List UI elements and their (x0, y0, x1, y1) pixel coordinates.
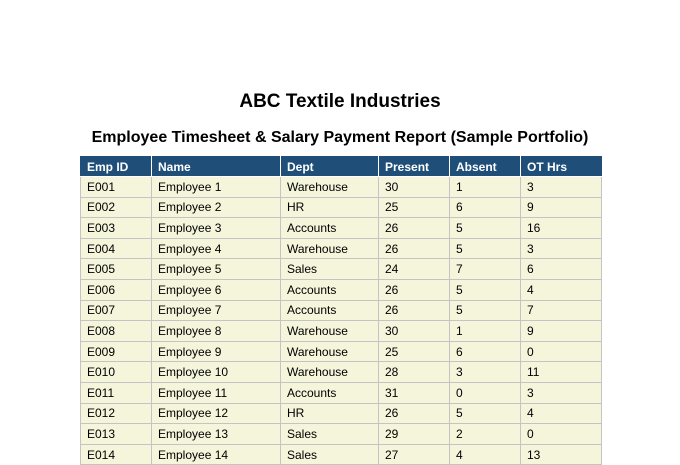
cell-absent: 7 (450, 259, 521, 280)
cell-ot-hrs: 6 (521, 259, 602, 280)
cell-absent: 1 (450, 177, 521, 198)
table-row (81, 279, 602, 300)
table-row (81, 424, 602, 445)
cell-emp-id: E001 (81, 177, 152, 198)
cell-absent: 5 (450, 300, 521, 321)
column-header-emp-id: Emp ID (81, 157, 152, 177)
cell-ot-hrs: 3 (521, 238, 602, 259)
table-row (81, 382, 602, 403)
table-row (81, 362, 602, 383)
cell-absent: 6 (450, 341, 521, 362)
cell-emp-id: E008 (81, 321, 152, 342)
cell-ot-hrs: 9 (521, 197, 602, 218)
cell-dept: HR (281, 197, 379, 218)
cell-present: 26 (379, 300, 450, 321)
column-header-name: Name (152, 157, 281, 177)
cell-dept: Sales (281, 424, 379, 445)
cell-ot-hrs: 3 (521, 382, 602, 403)
table-row (81, 341, 602, 362)
cell-name: Employee 1 (152, 177, 281, 198)
table-header (81, 157, 602, 177)
cell-dept: Accounts (281, 300, 379, 321)
cell-ot-hrs: 0 (521, 341, 602, 362)
cell-ot-hrs: 4 (521, 403, 602, 424)
table-row (81, 259, 602, 280)
cell-present: 26 (379, 279, 450, 300)
cell-emp-id: E013 (81, 424, 152, 445)
cell-dept: Accounts (281, 279, 379, 300)
cell-name: Employee 11 (152, 382, 281, 403)
cell-present: 25 (379, 197, 450, 218)
cell-emp-id: E011 (81, 382, 152, 403)
cell-name: Employee 2 (152, 197, 281, 218)
cell-name: Employee 9 (152, 341, 281, 362)
cell-name: Employee 4 (152, 238, 281, 259)
cell-dept: Warehouse (281, 238, 379, 259)
cell-emp-id: E006 (81, 279, 152, 300)
cell-emp-id: E010 (81, 362, 152, 383)
cell-present: 31 (379, 382, 450, 403)
cell-name: Employee 12 (152, 403, 281, 424)
cell-emp-id: E003 (81, 218, 152, 239)
cell-emp-id: E007 (81, 300, 152, 321)
cell-absent: 4 (450, 444, 521, 465)
cell-name: Employee 7 (152, 300, 281, 321)
cell-present: 27 (379, 444, 450, 465)
cell-absent: 0 (450, 382, 521, 403)
cell-present: 28 (379, 362, 450, 383)
table-row (81, 321, 602, 342)
table-row (81, 403, 602, 424)
company-title: ABC Textile Industries (239, 91, 441, 112)
cell-absent: 1 (450, 321, 521, 342)
cell-ot-hrs: 13 (521, 444, 602, 465)
cell-present: 26 (379, 218, 450, 239)
cell-absent: 5 (450, 218, 521, 239)
cell-present: 24 (379, 259, 450, 280)
cell-present: 26 (379, 403, 450, 424)
cell-ot-hrs: 4 (521, 279, 602, 300)
column-header-ot-hrs: OT Hrs (521, 157, 602, 177)
cell-ot-hrs: 0 (521, 424, 602, 445)
timesheet-table (80, 156, 602, 465)
cell-present: 26 (379, 238, 450, 259)
cell-dept: Warehouse (281, 321, 379, 342)
cell-absent: 5 (450, 403, 521, 424)
cell-dept: Sales (281, 259, 379, 280)
cell-present: 29 (379, 424, 450, 445)
cell-emp-id: E014 (81, 444, 152, 465)
table-row (81, 444, 602, 465)
table-row (81, 300, 602, 321)
column-header-present: Present (379, 157, 450, 177)
cell-dept: Accounts (281, 218, 379, 239)
table-row (81, 238, 602, 259)
table-header-row (81, 157, 602, 177)
cell-name: Employee 13 (152, 424, 281, 445)
cell-present: 25 (379, 341, 450, 362)
cell-absent: 6 (450, 197, 521, 218)
cell-name: Employee 10 (152, 362, 281, 383)
cell-absent: 2 (450, 424, 521, 445)
cell-name: Employee 8 (152, 321, 281, 342)
cell-emp-id: E009 (81, 341, 152, 362)
cell-dept: Sales (281, 444, 379, 465)
cell-ot-hrs: 7 (521, 300, 602, 321)
cell-absent: 5 (450, 279, 521, 300)
cell-dept: Accounts (281, 382, 379, 403)
table-row (81, 218, 602, 239)
cell-emp-id: E005 (81, 259, 152, 280)
column-header-dept: Dept (281, 157, 379, 177)
cell-dept: HR (281, 403, 379, 424)
cell-ot-hrs: 9 (521, 321, 602, 342)
cell-emp-id: E012 (81, 403, 152, 424)
cell-name: Employee 14 (152, 444, 281, 465)
table-body (81, 177, 602, 465)
cell-ot-hrs: 11 (521, 362, 602, 383)
cell-emp-id: E004 (81, 238, 152, 259)
cell-absent: 3 (450, 362, 521, 383)
cell-dept: Warehouse (281, 341, 379, 362)
cell-name: Employee 3 (152, 218, 281, 239)
cell-dept: Warehouse (281, 362, 379, 383)
cell-dept: Warehouse (281, 177, 379, 198)
cell-name: Employee 5 (152, 259, 281, 280)
cell-emp-id: E002 (81, 197, 152, 218)
cell-absent: 5 (450, 238, 521, 259)
column-header-absent: Absent (450, 157, 521, 177)
cell-present: 30 (379, 321, 450, 342)
report-title: Employee Timesheet & Salary Payment Report (Sample Portfolio) (91, 129, 589, 146)
table-row (81, 177, 602, 198)
cell-name: Employee 6 (152, 279, 281, 300)
cell-present: 30 (379, 177, 450, 198)
cell-ot-hrs: 16 (521, 218, 602, 239)
cell-ot-hrs: 3 (521, 177, 602, 198)
table-row (81, 197, 602, 218)
